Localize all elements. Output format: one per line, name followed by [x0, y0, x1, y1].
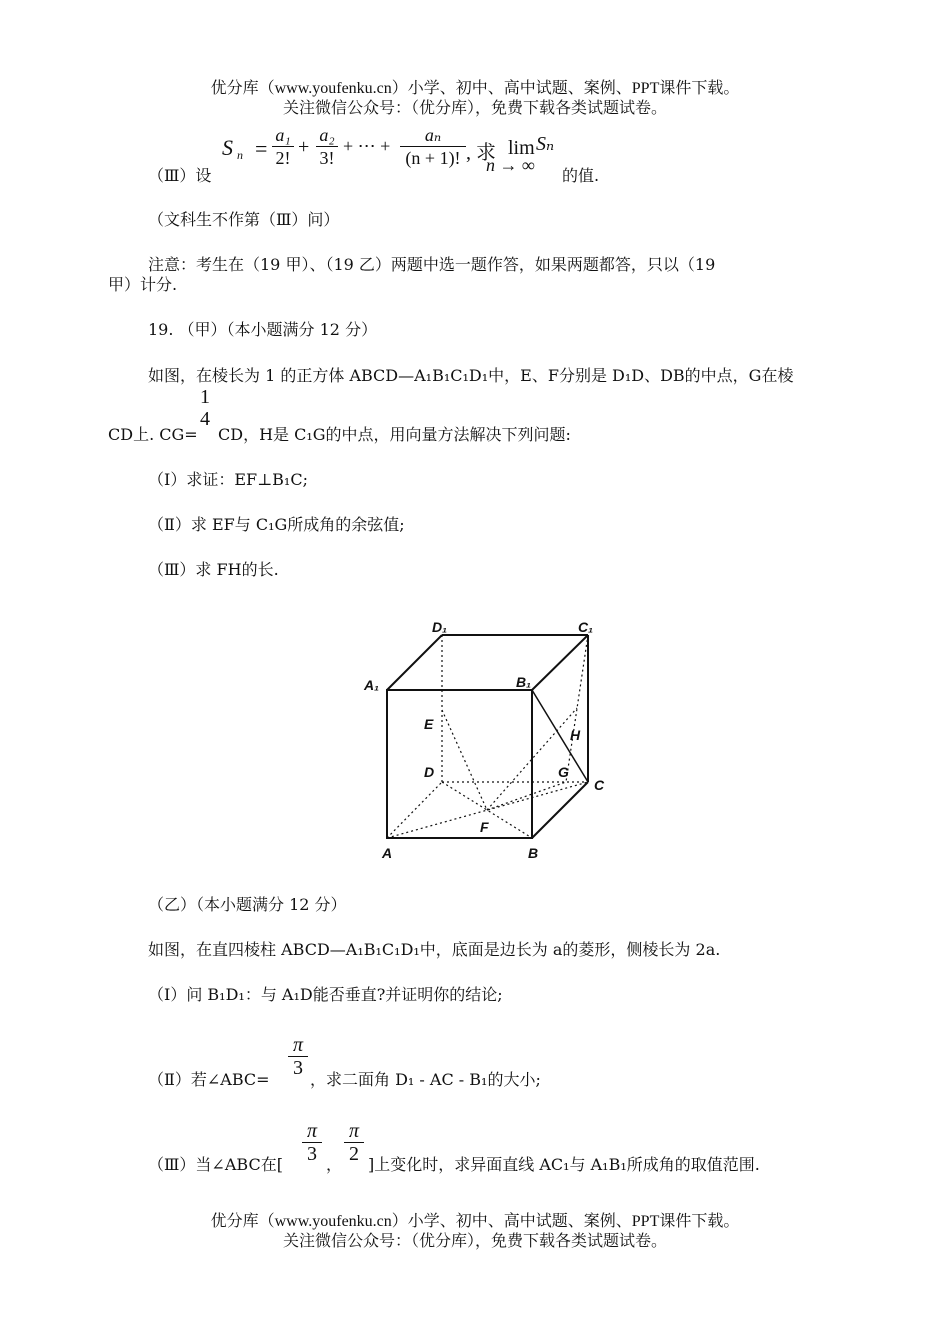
yi-iii-fraction-1	[302, 1120, 322, 1165]
yi-ii-pi: π	[292, 1034, 304, 1056]
label-H: H	[570, 727, 581, 743]
formula-S-sub: n	[237, 148, 243, 162]
edge-BC	[532, 782, 588, 838]
q19-part-i: （Ⅰ）求证：EF⊥B₁C;	[148, 470, 308, 489]
edge-A1D1	[387, 635, 442, 690]
q19-stem-2a: CD上. CG=	[108, 425, 198, 444]
label-C: C	[594, 777, 605, 793]
q19-title: 19. （甲）（本小题满分 12 分）	[148, 320, 378, 339]
part3-suffix: 的值.	[562, 166, 600, 185]
header-line-1: 优分库（www.youfenku.cn）小学、初中、高中试题、案例、PPT课件下载。	[210, 80, 740, 97]
fraction-1-num: a₁	[275, 125, 291, 145]
label-D1: D₁	[432, 619, 448, 635]
q19-part-iii: （Ⅲ）求 FH的长.	[148, 560, 279, 579]
label-D: D	[424, 764, 435, 780]
fraction-1	[272, 124, 294, 169]
plus-1: +	[298, 136, 310, 158]
edge-AD	[387, 782, 442, 838]
label-B: B	[528, 845, 539, 861]
yi-ii-den: 3	[293, 1057, 303, 1079]
yi-part-ii-a: （Ⅱ）若∠ABC=	[148, 1070, 270, 1089]
edge-B1C1	[532, 635, 588, 690]
label-F: F	[480, 819, 489, 835]
formula-equals: =	[255, 136, 268, 161]
yi-part-iii-a: （Ⅲ）当∠ABC在[	[148, 1155, 283, 1174]
fraction-3-num: aₙ	[424, 125, 442, 145]
label-G: G	[558, 764, 569, 780]
q19-stem-1: 如图，在棱长为 1 的正方体 ABCD—A₁B₁C₁D₁中，E、F分别是 D₁D、DB的中点，G在棱	[148, 366, 794, 385]
yi-part-ii-b: ，求二面角 D₁ - AC - B₁的大小;	[310, 1070, 541, 1089]
formula-S: S	[222, 135, 233, 160]
label-A1: A₁	[364, 677, 380, 693]
yi-part-iii-comma: ，	[326, 1155, 343, 1174]
label-E: E	[424, 716, 434, 732]
q19-part-ii: （Ⅱ）求 EF与 C₁G所成角的余弦值;	[148, 515, 405, 534]
fraction-2	[316, 124, 338, 169]
segment-EF	[442, 710, 487, 810]
yi-iii-den-2: 2	[349, 1143, 359, 1165]
formula-Sn: Sₙ	[536, 133, 555, 155]
formula-lim: lim	[508, 137, 535, 159]
fraction-2-den: 3!	[319, 148, 335, 168]
yi-part-iii-b: ]上变化时，求异面直线 AC₁与 A₁B₁所成角的取值范围.	[368, 1155, 760, 1174]
yi-title: （乙）（本小题满分 12 分）	[148, 895, 347, 914]
part3-prefix: （Ⅲ）设	[148, 166, 212, 185]
yi-part-i: （Ⅰ）问 B₁D₁：与 A₁D能否垂直?并证明你的结论;	[148, 985, 503, 1004]
footer-line-2: 关注微信公众号：（优分库），免费下载各类试题试卷。	[282, 1233, 667, 1250]
label-C1: C₁	[578, 619, 594, 635]
yi-iii-pi-1: π	[306, 1120, 318, 1142]
yi-stem: 如图，在直四棱柱 ABCD—A₁B₁C₁D₁中，底面是边长为 a的菱形，侧棱长为 2a.	[148, 940, 721, 959]
cube-figure	[350, 610, 620, 870]
plus-dots: + ⋯ +	[343, 136, 391, 156]
fraction-1-den: 2!	[275, 148, 291, 168]
fraction-2-num: a₂	[319, 125, 335, 145]
q19-fraction-num: 1	[200, 386, 210, 408]
q19-fraction	[196, 386, 214, 430]
fraction-3	[400, 124, 466, 169]
segment-FG	[487, 782, 566, 810]
label-A: A	[382, 845, 393, 861]
label-B1: B₁	[516, 674, 532, 690]
note-line-1: 注意：考生在（19 甲）、（19 乙）两题中选一题作答，如果两题都答，只以（19	[148, 255, 716, 274]
fraction-3-den: (n + 1)!	[405, 148, 461, 168]
formula-lim-sub: n → ∞	[486, 155, 535, 175]
note-wenke: （文科生不作第（Ⅲ）问）	[148, 210, 340, 229]
header-line-2: 关注微信公众号：（优分库），免费下载各类试题试卷。	[282, 100, 667, 117]
footer-line-1: 优分库（www.youfenku.cn）小学、初中、高中试题、案例、PPT课件下载。	[210, 1213, 740, 1230]
formula-ask: , 求	[466, 142, 496, 164]
yi-iii-fraction-2	[344, 1120, 364, 1165]
yi-iii-den-1: 3	[307, 1143, 317, 1165]
yi-ii-fraction	[288, 1034, 308, 1079]
yi-iii-pi-2: π	[348, 1120, 360, 1142]
note-line-2: 甲）计分.	[108, 275, 178, 294]
q19-stem-2b: CD，H是 C₁G的中点，用向量方法解决下列问题:	[218, 425, 571, 444]
q19-fraction-den: 4	[200, 408, 210, 430]
